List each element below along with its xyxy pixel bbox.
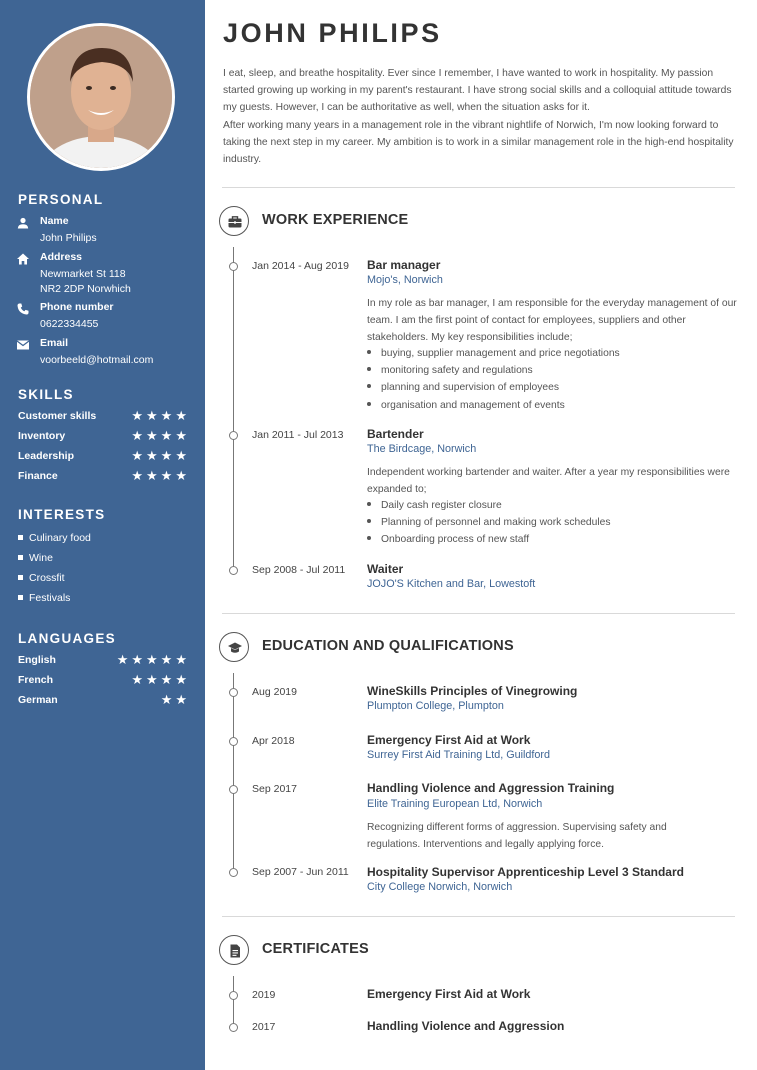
education-title: WineSkills Principles of Vinegrowing xyxy=(367,684,578,698)
job-description: In my role as bar manager, I am responsible for the everyday management of our team. I am the first point of contact for employees, suppliers and other stakeholders. My key responsibilities include; xyxy=(367,298,737,344)
list-item: monitoring safety and regulations xyxy=(367,365,533,376)
list-item: Onboarding process of new staff xyxy=(367,534,529,545)
skill-row xyxy=(18,469,190,485)
education-institution: Plumpton College, Plumpton xyxy=(367,700,504,712)
interests-heading: INTERESTS xyxy=(18,507,106,522)
timeline-dot xyxy=(229,737,238,746)
sidebar xyxy=(0,0,205,1070)
education-date: Aug 2019 xyxy=(252,686,297,698)
timeline-line xyxy=(233,247,234,572)
education-institution: City College Norwich, Norwich xyxy=(367,881,513,893)
certificates-heading: CERTIFICATES xyxy=(262,941,369,957)
mail-icon xyxy=(16,338,30,352)
education-date: Apr 2018 xyxy=(252,735,295,747)
language-row xyxy=(18,653,190,669)
address-line-2: NR2 2DP Norwhich xyxy=(40,283,131,295)
timeline-dot xyxy=(229,785,238,794)
list-item: buying, supplier management and price negotiations xyxy=(367,348,620,359)
star-rating: ★★ xyxy=(160,692,190,707)
list-item: Daily cash register closure xyxy=(367,500,502,511)
address-line-1: Newmarket St 118 xyxy=(40,268,126,280)
person-icon xyxy=(16,216,30,230)
interest-item: Crossfit xyxy=(18,572,65,584)
job-date: Sep 2008 - Jul 2011 xyxy=(252,564,346,576)
page-title: JOHN PHILIPS xyxy=(223,18,442,48)
job-title: Bar manager xyxy=(367,258,441,272)
divider xyxy=(222,613,735,614)
divider xyxy=(222,916,735,917)
profile-photo xyxy=(27,23,175,171)
skills-heading: SKILLS xyxy=(18,387,74,402)
address-label: Address xyxy=(40,251,83,263)
skill-row xyxy=(18,429,190,445)
timeline-line xyxy=(233,673,234,876)
timeline-dot xyxy=(229,431,238,440)
timeline-dot xyxy=(229,868,238,877)
language-row xyxy=(18,693,190,709)
work-experience-heading: WORK EXPERIENCE xyxy=(262,212,409,228)
skill-row xyxy=(18,409,190,425)
certificate-title: Emergency First Aid at Work xyxy=(367,987,531,1001)
email-label: Email xyxy=(40,337,69,349)
skill-name: Inventory xyxy=(18,430,66,442)
timeline-dot xyxy=(229,566,238,575)
job-description: Independent working bartender and waiter. After a year my responsibilities were expanded to; xyxy=(367,467,730,496)
email-value[interactable]: voorbeeld@hotmail.com xyxy=(40,354,154,366)
education-date: Sep 2007 - Jun 2011 xyxy=(252,866,349,878)
timeline-dot xyxy=(229,991,238,1000)
certificate-title: Handling Violence and Aggression xyxy=(367,1019,565,1033)
education-description: Recognizing different forms of aggression. Supervising safety and regulations. Interventions and legally applying force. xyxy=(367,822,667,851)
briefcase-icon xyxy=(219,206,249,236)
skill-row xyxy=(18,449,190,465)
list-item: organisation and management of events xyxy=(367,400,565,411)
star-rating: ★★★★★ xyxy=(116,652,190,667)
phone-value[interactable]: 0622334455 xyxy=(40,318,99,330)
certificate-date: 2019 xyxy=(252,989,276,1001)
job-employer: JOJO'S Kitchen and Bar, Lowestoft xyxy=(367,578,536,590)
divider xyxy=(222,187,735,188)
job-title: Bartender xyxy=(367,427,424,441)
education-title: Emergency First Aid at Work xyxy=(367,733,531,747)
star-rating: ★★★★ xyxy=(131,672,190,687)
timeline-dot xyxy=(229,1023,238,1032)
interest-item: Wine xyxy=(18,552,53,564)
list-item: planning and supervision of employees xyxy=(367,382,559,393)
language-name: French xyxy=(18,674,54,686)
job-employer: Mojo's, Norwich xyxy=(367,274,443,286)
skill-name: Finance xyxy=(18,470,58,482)
job-date: Jan 2014 - Aug 2019 xyxy=(252,260,349,272)
name-value: John Philips xyxy=(40,232,97,244)
timeline-dot xyxy=(229,688,238,697)
language-row xyxy=(18,673,190,689)
phone-icon xyxy=(16,302,30,316)
language-name: German xyxy=(18,694,58,706)
education-title: Hospitality Supervisor Apprenticeship Level 3 Standard xyxy=(367,865,684,879)
education-heading: EDUCATION AND QUALIFICATIONS xyxy=(262,638,514,654)
education-institution: Surrey First Aid Training Ltd, Guildford xyxy=(367,749,551,761)
education-title: Handling Violence and Aggression Training xyxy=(367,781,615,795)
star-rating: ★★★★ xyxy=(131,408,190,423)
job-title: Waiter xyxy=(367,562,404,576)
profile-text: I eat, sleep, and breathe hospitality. Ever since I remember, I have wanted to work in hospitality. My passion started growing up working in my parent's restaurant. I have strong social skills and a colloquial attitude towards my guests. However, I can be authoritative as well, when the situation asks for it. After working many years in a management role in the vibrant nightlife of Norwich, I'm now looking forward to taking the next step in my career. My ambition is to work in a similar management role in the high-end hospitality industry. xyxy=(223,68,734,166)
name-label: Name xyxy=(40,215,69,227)
education-date: Sep 2017 xyxy=(252,783,297,795)
star-rating: ★★★★ xyxy=(131,468,190,483)
phone-label: Phone number xyxy=(40,301,114,313)
job-date: Jan 2011 - Jul 2013 xyxy=(252,429,344,441)
skill-name: Customer skills xyxy=(18,410,97,422)
language-name: English xyxy=(18,654,56,666)
interest-item: Festivals xyxy=(18,592,70,604)
skill-name: Leadership xyxy=(18,450,75,462)
document-icon xyxy=(219,935,249,965)
interest-item: Culinary food xyxy=(18,532,91,544)
job-employer: The Birdcage, Norwich xyxy=(367,443,477,455)
list-item: Planning of personnel and making work schedules xyxy=(367,517,611,528)
home-icon xyxy=(16,252,30,266)
languages-heading: LANGUAGES xyxy=(18,631,116,646)
graduation-cap-icon xyxy=(219,632,249,662)
personal-heading: PERSONAL xyxy=(18,192,104,207)
certificate-date: 2017 xyxy=(252,1021,276,1033)
timeline-line xyxy=(233,976,234,1028)
star-rating: ★★★★ xyxy=(131,448,190,463)
timeline-dot xyxy=(229,262,238,271)
star-rating: ★★★★ xyxy=(131,428,190,443)
education-institution: Elite Training European Ltd, Norwich xyxy=(367,798,543,810)
